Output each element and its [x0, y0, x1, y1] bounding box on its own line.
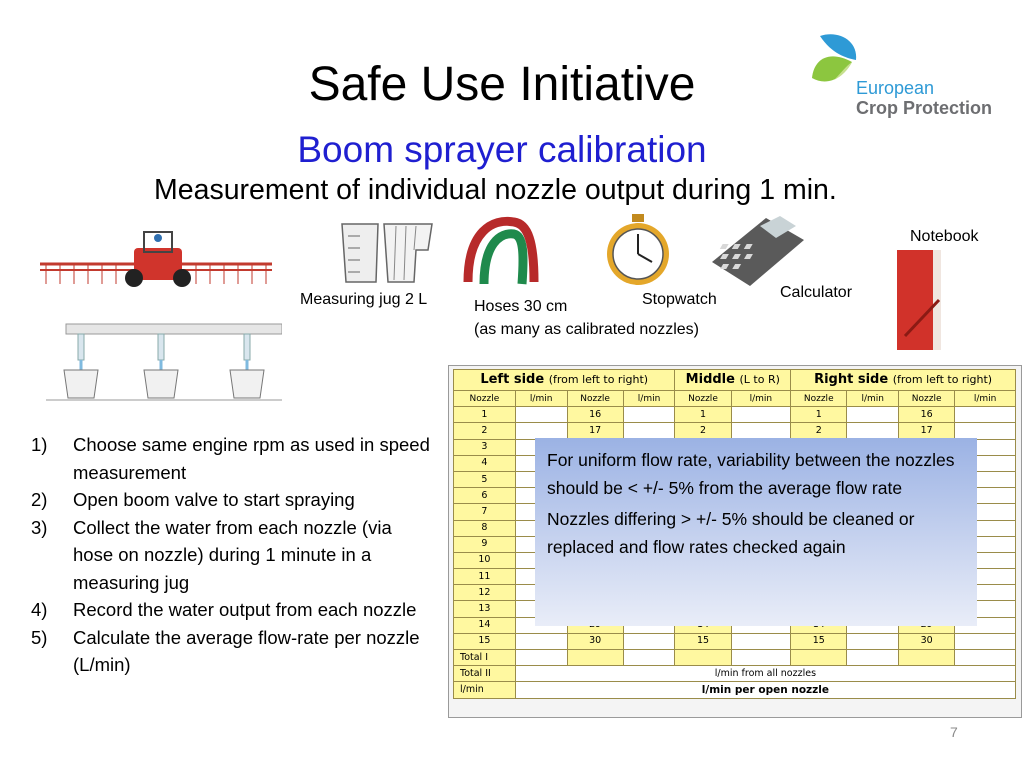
step-number: 1)	[31, 434, 48, 455]
table-cell	[955, 633, 1016, 649]
table-cell: 13	[454, 601, 516, 617]
calculator-label: Calculator	[780, 284, 853, 301]
column-header: Nozzle	[567, 391, 623, 407]
table-cell: 1	[454, 407, 516, 423]
lmin-label: l/min	[454, 682, 516, 698]
hoses-note: (as many as calibrated nozzles)	[474, 321, 699, 338]
table-cell: 10	[454, 552, 516, 568]
european-crop-protection-logo	[808, 28, 1008, 120]
total-1-label: Total I	[454, 650, 516, 666]
total-2-label: Total II	[454, 666, 516, 682]
table-cell: 8	[454, 520, 516, 536]
table-cell	[515, 407, 567, 423]
step-number: 5)	[31, 626, 48, 648]
table-cell: 12	[454, 585, 516, 601]
table-cell: 1	[675, 407, 731, 423]
table-cell: 5	[454, 471, 516, 487]
uniformity-callout	[535, 438, 977, 626]
step-number: 2)	[31, 489, 48, 510]
hoses-label: Hoses 30 cm	[474, 298, 568, 315]
table-cell	[847, 407, 899, 423]
table-cell: 15	[675, 633, 731, 649]
table-row	[454, 633, 1016, 649]
section-heading: Measurement of individual nozzle output during 1 min.	[154, 174, 837, 206]
column-header: l/min	[731, 391, 791, 407]
procedure-steps	[31, 431, 431, 679]
table-row	[454, 407, 1016, 423]
table-cell: 6	[454, 488, 516, 504]
stopwatch-label: Stopwatch	[642, 291, 717, 308]
step-number: 3)	[31, 516, 48, 538]
table-header-sides	[454, 370, 1016, 391]
notebook-icon	[893, 246, 945, 354]
table-cell: 2	[454, 423, 516, 439]
table-cell: 30	[567, 633, 623, 649]
step-text: Collect the water from each nozzle (via hose on nozzle) during 1 minute in a measuring jug	[73, 516, 392, 593]
step-text: Calculate the average flow-rate per nozzle (L/min)	[73, 626, 420, 675]
column-header: l/min	[515, 391, 567, 407]
boom-sprayer-tractor-image	[36, 226, 276, 290]
stopwatch-icon	[600, 212, 676, 288]
table-cell	[731, 407, 791, 423]
table-cell	[623, 407, 675, 423]
callout-paragraph-2: Nozzles differing > +/- 5% should be cleaned or replaced and flow rates checked again	[547, 509, 915, 557]
column-header: Nozzle	[791, 391, 847, 407]
list-item	[31, 486, 431, 514]
table-cell	[955, 407, 1016, 423]
table-cell: 30	[899, 633, 955, 649]
table-cell: 16	[567, 407, 623, 423]
column-header: l/min	[955, 391, 1016, 407]
table-cell: 4	[454, 455, 516, 471]
table-cell	[955, 423, 1016, 439]
table-cell	[623, 423, 675, 439]
measuring-jug-label: Measuring jug 2 L	[300, 291, 428, 308]
table-row-total-1	[454, 650, 1016, 666]
column-header: l/min	[623, 391, 675, 407]
table-cell: 3	[454, 439, 516, 455]
table-cell	[515, 633, 567, 649]
list-item	[31, 431, 431, 486]
step-text: Record the water output from each nozzle	[73, 599, 417, 620]
list-item	[31, 624, 431, 679]
calculator-icon	[710, 214, 806, 290]
header-left-side: Left side (from left to right)	[454, 370, 675, 391]
page-number: 7	[950, 724, 958, 740]
table-cell: 11	[454, 569, 516, 585]
table-cell: 16	[899, 407, 955, 423]
table-row-total-2	[454, 666, 1016, 682]
logo-text-crop-protection: Crop Protection	[856, 98, 993, 118]
table-header-columns	[454, 391, 1016, 407]
table-cell	[515, 423, 567, 439]
logo-text-european: European	[856, 78, 935, 98]
list-item	[31, 514, 431, 597]
step-text: Open boom valve to start spraying	[73, 489, 355, 510]
table-cell: 2	[791, 423, 847, 439]
table-row	[454, 423, 1016, 439]
table-cell: 2	[675, 423, 731, 439]
slide-title: Safe Use Initiative	[308, 58, 696, 111]
table-cell: 9	[454, 536, 516, 552]
table-cell	[623, 633, 675, 649]
table-cell: 15	[791, 633, 847, 649]
lmin-value: l/min per open nozzle	[515, 682, 1015, 698]
table-cell	[847, 423, 899, 439]
table-cell: 17	[899, 423, 955, 439]
table-cell: 7	[454, 504, 516, 520]
step-text: Choose same engine rpm as used in speed measurement	[73, 434, 430, 483]
table-cell: 14	[454, 617, 516, 633]
table-cell	[731, 633, 791, 649]
table-row-lmin	[454, 682, 1016, 698]
list-item	[31, 596, 431, 624]
step-number: 4)	[31, 599, 48, 620]
hoses-image	[462, 212, 540, 288]
slide-subtitle: Boom sprayer calibration	[297, 129, 707, 170]
measuring-jug-image	[338, 220, 434, 286]
callout-paragraph-1: For uniform flow rate, variability between the nozzles should be < +/- 5% from the average flow rate	[547, 450, 955, 498]
total-2-value: l/min from all nozzles	[515, 666, 1015, 682]
table-cell	[847, 633, 899, 649]
column-header: Nozzle	[454, 391, 516, 407]
header-middle: Middle (L to R)	[675, 370, 791, 391]
header-right-side: Right side (from left to right)	[791, 370, 1016, 391]
column-header: l/min	[847, 391, 899, 407]
notebook-label: Notebook	[910, 228, 979, 245]
table-cell: 17	[567, 423, 623, 439]
table-cell	[731, 423, 791, 439]
table-cell: 15	[454, 633, 516, 649]
column-header: Nozzle	[675, 391, 731, 407]
boom-nozzles-with-jugs-image	[46, 322, 282, 402]
column-header: Nozzle	[899, 391, 955, 407]
table-cell: 1	[791, 407, 847, 423]
